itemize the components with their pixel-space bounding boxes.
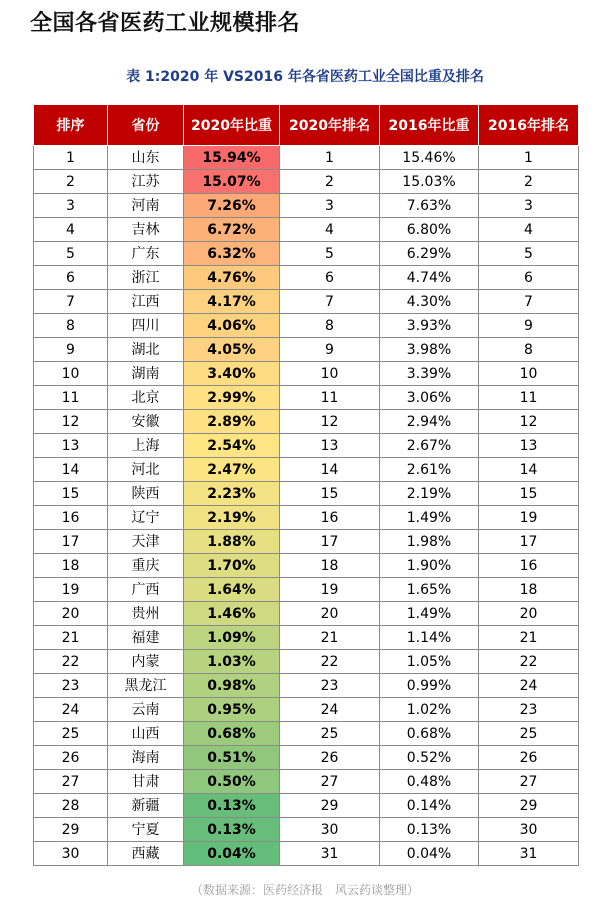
cell-share-2020: 6.32% bbox=[184, 242, 280, 266]
cell-share-2016: 1.98% bbox=[380, 530, 479, 554]
cell-share-2020: 3.40% bbox=[184, 362, 280, 386]
cell-rank-2020: 4 bbox=[280, 218, 380, 242]
cell-order: 22 bbox=[34, 650, 108, 674]
table-row bbox=[34, 506, 579, 530]
table-row bbox=[34, 794, 579, 818]
cell-province: 河南 bbox=[108, 194, 184, 218]
cell-share-2020: 0.50% bbox=[184, 770, 280, 794]
cell-rank-2016: 1 bbox=[479, 146, 579, 170]
cell-share-2020: 7.26% bbox=[184, 194, 280, 218]
cell-rank-2020: 19 bbox=[280, 578, 380, 602]
cell-province: 辽宁 bbox=[108, 506, 184, 530]
table-row bbox=[34, 554, 579, 578]
cell-rank-2016: 15 bbox=[479, 482, 579, 506]
cell-rank-2020: 26 bbox=[280, 746, 380, 770]
table-row bbox=[34, 770, 579, 794]
table-row bbox=[34, 314, 579, 338]
cell-order: 15 bbox=[34, 482, 108, 506]
cell-share-2020: 0.95% bbox=[184, 698, 280, 722]
cell-share-2016: 6.29% bbox=[380, 242, 479, 266]
cell-rank-2016: 18 bbox=[479, 578, 579, 602]
source-note: （数据来源：医药经济报 风云药谈整理） bbox=[190, 883, 419, 897]
cell-rank-2016: 6 bbox=[479, 266, 579, 290]
cell-rank-2016: 4 bbox=[479, 218, 579, 242]
header-rank-2020: 2020年排名 bbox=[280, 105, 380, 146]
cell-share-2016: 3.93% bbox=[380, 314, 479, 338]
cell-share-2016: 0.99% bbox=[380, 674, 479, 698]
cell-share-2020: 0.04% bbox=[184, 842, 280, 866]
header-province: 省份 bbox=[108, 105, 184, 146]
cell-share-2020: 2.54% bbox=[184, 434, 280, 458]
table-row bbox=[34, 578, 579, 602]
cell-order: 14 bbox=[34, 458, 108, 482]
cell-rank-2016: 24 bbox=[479, 674, 579, 698]
cell-order: 30 bbox=[34, 842, 108, 866]
cell-rank-2020: 29 bbox=[280, 794, 380, 818]
cell-rank-2016: 22 bbox=[479, 650, 579, 674]
cell-share-2020: 0.13% bbox=[184, 794, 280, 818]
cell-share-2016: 7.63% bbox=[380, 194, 479, 218]
cell-order: 20 bbox=[34, 602, 108, 626]
cell-rank-2016: 31 bbox=[479, 842, 579, 866]
cell-share-2016: 1.02% bbox=[380, 698, 479, 722]
cell-share-2016: 1.49% bbox=[380, 506, 479, 530]
cell-rank-2020: 31 bbox=[280, 842, 380, 866]
cell-rank-2020: 12 bbox=[280, 410, 380, 434]
cell-rank-2016: 25 bbox=[479, 722, 579, 746]
cell-province: 吉林 bbox=[108, 218, 184, 242]
table-row bbox=[34, 266, 579, 290]
table-header-row bbox=[34, 105, 579, 146]
cell-share-2020: 2.23% bbox=[184, 482, 280, 506]
cell-share-2016: 3.98% bbox=[380, 338, 479, 362]
table-row bbox=[34, 842, 579, 866]
table-row bbox=[34, 170, 579, 194]
cell-rank-2020: 30 bbox=[280, 818, 380, 842]
cell-rank-2020: 21 bbox=[280, 626, 380, 650]
cell-order: 23 bbox=[34, 674, 108, 698]
cell-rank-2020: 3 bbox=[280, 194, 380, 218]
cell-share-2020: 2.47% bbox=[184, 458, 280, 482]
cell-rank-2020: 11 bbox=[280, 386, 380, 410]
cell-share-2016: 6.80% bbox=[380, 218, 479, 242]
cell-share-2020: 1.03% bbox=[184, 650, 280, 674]
table-row bbox=[34, 482, 579, 506]
cell-rank-2016: 19 bbox=[479, 506, 579, 530]
cell-order: 17 bbox=[34, 530, 108, 554]
cell-province: 安徽 bbox=[108, 410, 184, 434]
cell-share-2020: 1.09% bbox=[184, 626, 280, 650]
cell-province: 云南 bbox=[108, 698, 184, 722]
cell-share-2020: 1.70% bbox=[184, 554, 280, 578]
cell-province: 山东 bbox=[108, 146, 184, 170]
cell-province: 新疆 bbox=[108, 794, 184, 818]
cell-share-2016: 3.39% bbox=[380, 362, 479, 386]
table-row bbox=[34, 458, 579, 482]
cell-rank-2016: 17 bbox=[479, 530, 579, 554]
cell-rank-2020: 10 bbox=[280, 362, 380, 386]
cell-province: 广东 bbox=[108, 242, 184, 266]
cell-rank-2020: 20 bbox=[280, 602, 380, 626]
table-row bbox=[34, 602, 579, 626]
cell-province: 贵州 bbox=[108, 602, 184, 626]
cell-order: 24 bbox=[34, 698, 108, 722]
cell-rank-2020: 25 bbox=[280, 722, 380, 746]
cell-share-2016: 2.19% bbox=[380, 482, 479, 506]
cell-rank-2016: 14 bbox=[479, 458, 579, 482]
cell-order: 4 bbox=[34, 218, 108, 242]
table-row bbox=[34, 722, 579, 746]
cell-rank-2020: 2 bbox=[280, 170, 380, 194]
cell-share-2016: 0.68% bbox=[380, 722, 479, 746]
table-caption: 表 1:2020 年 VS2016 年各省医药工业全国比重及排名 bbox=[126, 69, 484, 85]
cell-share-2016: 1.14% bbox=[380, 626, 479, 650]
cell-share-2016: 2.61% bbox=[380, 458, 479, 482]
table-row bbox=[34, 194, 579, 218]
table-row bbox=[34, 818, 579, 842]
cell-rank-2020: 9 bbox=[280, 338, 380, 362]
cell-rank-2016: 27 bbox=[479, 770, 579, 794]
cell-order: 26 bbox=[34, 746, 108, 770]
cell-rank-2020: 18 bbox=[280, 554, 380, 578]
cell-share-2016: 0.13% bbox=[380, 818, 479, 842]
cell-share-2020: 1.88% bbox=[184, 530, 280, 554]
cell-province: 陕西 bbox=[108, 482, 184, 506]
cell-order: 28 bbox=[34, 794, 108, 818]
cell-share-2020: 4.06% bbox=[184, 314, 280, 338]
cell-rank-2016: 23 bbox=[479, 698, 579, 722]
table-row bbox=[34, 434, 579, 458]
cell-order: 7 bbox=[34, 290, 108, 314]
header-order: 排序 bbox=[34, 105, 108, 146]
cell-share-2020: 15.07% bbox=[184, 170, 280, 194]
cell-share-2020: 0.68% bbox=[184, 722, 280, 746]
cell-share-2016: 15.46% bbox=[380, 146, 479, 170]
cell-rank-2016: 5 bbox=[479, 242, 579, 266]
cell-order: 16 bbox=[34, 506, 108, 530]
cell-order: 12 bbox=[34, 410, 108, 434]
cell-order: 25 bbox=[34, 722, 108, 746]
cell-rank-2016: 29 bbox=[479, 794, 579, 818]
cell-rank-2020: 8 bbox=[280, 314, 380, 338]
cell-province: 黑龙江 bbox=[108, 674, 184, 698]
cell-share-2016: 4.74% bbox=[380, 266, 479, 290]
cell-rank-2020: 22 bbox=[280, 650, 380, 674]
cell-rank-2016: 10 bbox=[479, 362, 579, 386]
cell-order: 13 bbox=[34, 434, 108, 458]
cell-province: 江苏 bbox=[108, 170, 184, 194]
cell-rank-2016: 20 bbox=[479, 602, 579, 626]
cell-share-2016: 0.14% bbox=[380, 794, 479, 818]
cell-province: 宁夏 bbox=[108, 818, 184, 842]
table-row bbox=[34, 290, 579, 314]
cell-rank-2016: 16 bbox=[479, 554, 579, 578]
cell-rank-2020: 24 bbox=[280, 698, 380, 722]
cell-rank-2020: 6 bbox=[280, 266, 380, 290]
cell-rank-2020: 5 bbox=[280, 242, 380, 266]
cell-share-2016: 1.49% bbox=[380, 602, 479, 626]
cell-rank-2020: 7 bbox=[280, 290, 380, 314]
cell-share-2016: 2.94% bbox=[380, 410, 479, 434]
page-title: 全国各省医药工业规模排名 bbox=[30, 11, 301, 36]
cell-rank-2016: 11 bbox=[479, 386, 579, 410]
header-share-2016: 2016年比重 bbox=[380, 105, 479, 146]
cell-rank-2016: 30 bbox=[479, 818, 579, 842]
cell-rank-2020: 17 bbox=[280, 530, 380, 554]
cell-rank-2016: 8 bbox=[479, 338, 579, 362]
cell-province: 天津 bbox=[108, 530, 184, 554]
cell-share-2016: 4.30% bbox=[380, 290, 479, 314]
cell-rank-2020: 14 bbox=[280, 458, 380, 482]
cell-province: 重庆 bbox=[108, 554, 184, 578]
table-body bbox=[34, 146, 579, 866]
cell-share-2020: 4.05% bbox=[184, 338, 280, 362]
cell-rank-2020: 16 bbox=[280, 506, 380, 530]
table-row bbox=[34, 746, 579, 770]
table-row bbox=[34, 530, 579, 554]
cell-share-2016: 1.05% bbox=[380, 650, 479, 674]
cell-order: 9 bbox=[34, 338, 108, 362]
cell-share-2016: 3.06% bbox=[380, 386, 479, 410]
cell-share-2016: 0.04% bbox=[380, 842, 479, 866]
cell-order: 29 bbox=[34, 818, 108, 842]
cell-share-2020: 2.89% bbox=[184, 410, 280, 434]
table-row bbox=[34, 626, 579, 650]
cell-rank-2016: 26 bbox=[479, 746, 579, 770]
cell-share-2016: 2.67% bbox=[380, 434, 479, 458]
cell-rank-2016: 7 bbox=[479, 290, 579, 314]
table-row bbox=[34, 698, 579, 722]
cell-share-2020: 2.19% bbox=[184, 506, 280, 530]
table-row bbox=[34, 218, 579, 242]
cell-province: 福建 bbox=[108, 626, 184, 650]
cell-order: 10 bbox=[34, 362, 108, 386]
table-row bbox=[34, 650, 579, 674]
table-row bbox=[34, 362, 579, 386]
ranking-table bbox=[33, 104, 579, 866]
cell-province: 甘肃 bbox=[108, 770, 184, 794]
cell-rank-2016: 21 bbox=[479, 626, 579, 650]
cell-province: 北京 bbox=[108, 386, 184, 410]
cell-share-2016: 0.48% bbox=[380, 770, 479, 794]
cell-order: 11 bbox=[34, 386, 108, 410]
cell-share-2020: 1.64% bbox=[184, 578, 280, 602]
cell-share-2020: 0.13% bbox=[184, 818, 280, 842]
cell-order: 19 bbox=[34, 578, 108, 602]
cell-order: 21 bbox=[34, 626, 108, 650]
cell-rank-2020: 15 bbox=[280, 482, 380, 506]
cell-province: 山西 bbox=[108, 722, 184, 746]
cell-province: 西藏 bbox=[108, 842, 184, 866]
cell-share-2016: 1.65% bbox=[380, 578, 479, 602]
cell-order: 18 bbox=[34, 554, 108, 578]
cell-order: 5 bbox=[34, 242, 108, 266]
cell-province: 广西 bbox=[108, 578, 184, 602]
cell-order: 3 bbox=[34, 194, 108, 218]
cell-province: 四川 bbox=[108, 314, 184, 338]
table-row bbox=[34, 146, 579, 170]
cell-order: 2 bbox=[34, 170, 108, 194]
table-row bbox=[34, 338, 579, 362]
cell-order: 1 bbox=[34, 146, 108, 170]
cell-rank-2016: 12 bbox=[479, 410, 579, 434]
cell-share-2020: 0.98% bbox=[184, 674, 280, 698]
cell-rank-2016: 2 bbox=[479, 170, 579, 194]
cell-province: 浙江 bbox=[108, 266, 184, 290]
cell-share-2020: 0.51% bbox=[184, 746, 280, 770]
cell-order: 6 bbox=[34, 266, 108, 290]
table-row bbox=[34, 242, 579, 266]
cell-province: 河北 bbox=[108, 458, 184, 482]
cell-share-2020: 6.72% bbox=[184, 218, 280, 242]
cell-province: 江西 bbox=[108, 290, 184, 314]
cell-share-2016: 1.90% bbox=[380, 554, 479, 578]
cell-rank-2016: 3 bbox=[479, 194, 579, 218]
cell-rank-2016: 13 bbox=[479, 434, 579, 458]
cell-share-2020: 4.17% bbox=[184, 290, 280, 314]
cell-share-2020: 2.99% bbox=[184, 386, 280, 410]
table-row bbox=[34, 674, 579, 698]
cell-province: 湖南 bbox=[108, 362, 184, 386]
cell-share-2016: 0.52% bbox=[380, 746, 479, 770]
cell-share-2020: 4.76% bbox=[184, 266, 280, 290]
table-row bbox=[34, 386, 579, 410]
table-row bbox=[34, 410, 579, 434]
cell-province: 海南 bbox=[108, 746, 184, 770]
cell-share-2020: 15.94% bbox=[184, 146, 280, 170]
cell-order: 27 bbox=[34, 770, 108, 794]
cell-rank-2020: 27 bbox=[280, 770, 380, 794]
cell-share-2020: 1.46% bbox=[184, 602, 280, 626]
header-rank-2016: 2016年排名 bbox=[479, 105, 579, 146]
cell-share-2016: 15.03% bbox=[380, 170, 479, 194]
cell-province: 湖北 bbox=[108, 338, 184, 362]
cell-rank-2016: 9 bbox=[479, 314, 579, 338]
cell-province: 内蒙 bbox=[108, 650, 184, 674]
cell-order: 8 bbox=[34, 314, 108, 338]
cell-rank-2020: 1 bbox=[280, 146, 380, 170]
cell-rank-2020: 13 bbox=[280, 434, 380, 458]
header-share-2020: 2020年比重 bbox=[184, 105, 280, 146]
cell-rank-2020: 23 bbox=[280, 674, 380, 698]
cell-province: 上海 bbox=[108, 434, 184, 458]
